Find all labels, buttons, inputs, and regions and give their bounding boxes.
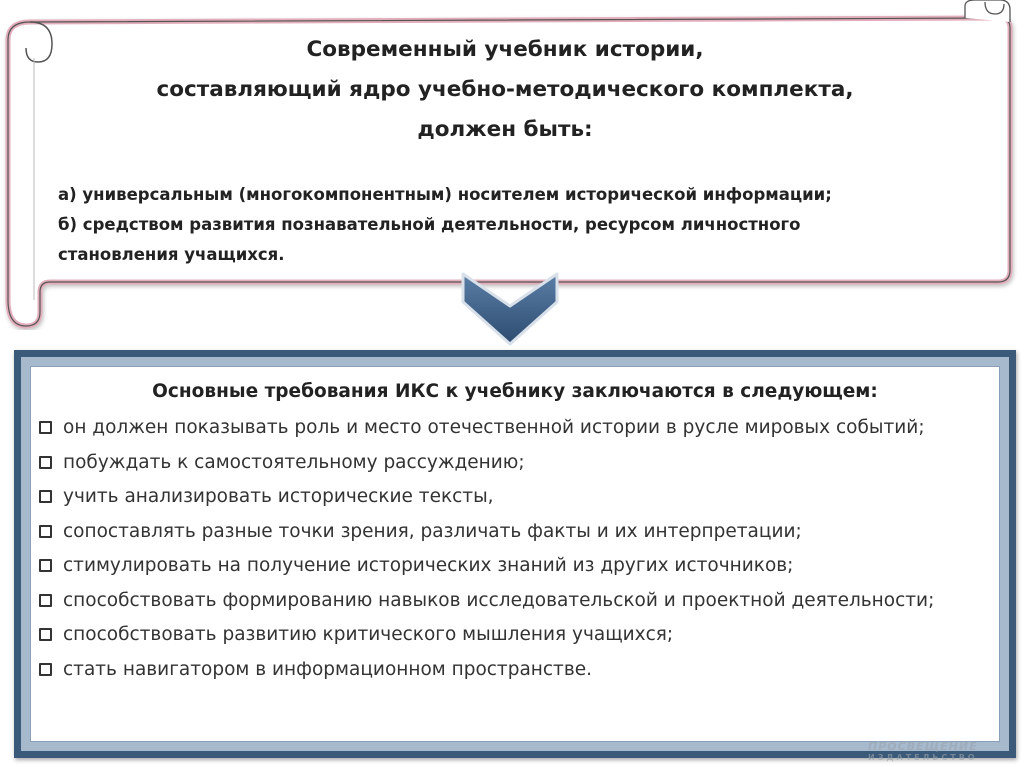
publisher-watermark — [868, 740, 978, 762]
list-item-text: сопоставлять разные точки зрения, различать факты и их интерпретации; — [63, 520, 802, 542]
checkbox-bullet-icon — [39, 559, 52, 572]
requirements-list — [37, 411, 997, 687]
scroll-title — [60, 30, 950, 150]
list-item-text: побуждать к самостоятельному рассуждению; — [63, 451, 525, 473]
checkbox-bullet-icon — [39, 594, 52, 607]
scroll-point-line: становления учащихся. — [58, 245, 285, 264]
list-item-text: он должен показывать роль и место отечественной истории в русле мировых событий; — [63, 417, 925, 438]
requirements-panel — [14, 350, 1016, 758]
list-item-text: учить анализировать исторические тексты, — [63, 486, 494, 507]
scroll-title-line: Современный учебник истории, — [306, 37, 704, 62]
scroll-title-line: составляющий ядро учебно-методического комплекта, — [156, 77, 854, 102]
list-item-text: способствовать формированию навыков исследовательской и проектной деятельности; — [63, 589, 935, 611]
list-item-text: способствовать развитию критического мышления учащихся; — [63, 624, 674, 645]
requirements-title: Основные требования ИКС к учебнику заключаются в следующем: — [152, 381, 878, 402]
scroll-point-line: б) средством развития познавательной деятельности, ресурсом личностного — [58, 215, 801, 234]
chevron-down-icon — [455, 266, 565, 352]
watermark-main: ПРОСВЕЩЕНИЕ — [868, 740, 978, 753]
list-item — [37, 515, 997, 550]
checkbox-bullet-icon — [39, 456, 52, 469]
checkbox-bullet-icon — [39, 628, 52, 641]
watermark-sub: ИЗДАТЕЛЬСТВО — [868, 753, 978, 762]
list-item — [37, 446, 997, 481]
list-item — [37, 653, 997, 688]
checkbox-bullet-icon — [39, 525, 52, 538]
list-item — [37, 549, 997, 584]
scroll-title-line: должен быть: — [417, 117, 593, 142]
list-item-text: стимулировать на получение исторических знаний из других источников; — [63, 555, 794, 576]
scroll-point-line: а) универсальным (многокомпонентным) носителем исторической информации; — [58, 185, 832, 204]
checkbox-bullet-icon — [39, 421, 52, 434]
list-item — [37, 618, 997, 653]
list-item-text: стать навигатором в информационном пространстве. — [63, 658, 593, 680]
list-item — [37, 411, 997, 446]
checkbox-bullet-icon — [39, 663, 52, 676]
requirements-content — [30, 366, 1000, 742]
list-item — [37, 480, 997, 515]
scroll-points — [58, 180, 988, 270]
checkbox-bullet-icon — [39, 490, 52, 503]
list-item — [37, 584, 997, 619]
